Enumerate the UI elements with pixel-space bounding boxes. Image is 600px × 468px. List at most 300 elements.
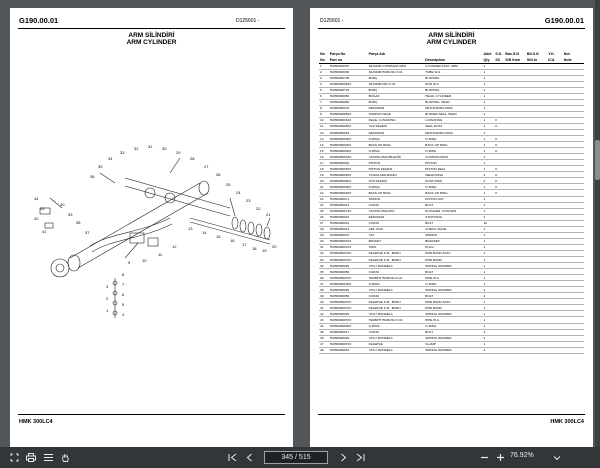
table-cell: H2050090030X [329,148,368,154]
callout-label: 36 [90,174,95,179]
table-cell: CIVATA [368,202,425,208]
table-cell: H2050090030X [329,323,368,329]
callout-label: 23 [246,198,251,203]
table-cell: 1 [482,81,494,87]
table-cell: O-RİNG [368,136,425,142]
table-cell: BUSHING, HEAD [424,99,482,105]
callout-label: 6 [122,292,125,297]
callout-label: 5 [122,302,125,307]
table-cell: DESOMAN [368,214,425,220]
callout-label: 34 [108,156,113,161]
next-page-icon[interactable] [337,452,349,463]
callout-label: 8 [122,272,125,277]
table-cell: SPRING WASHER [424,347,482,353]
callout-label: 24 [236,190,241,195]
table-cell: BACK-UP RING [368,142,425,148]
table-cell: K [494,148,504,154]
table-cell: 45 [319,329,329,335]
table-cell: H2050200307 [329,63,368,69]
callout-label: 9 [128,260,131,265]
table-cell: CYLINDER ASSY, ARM [424,63,482,69]
doc-number: D125601 - [320,18,344,24]
table-cell: SEAL DUST [424,123,482,129]
table-cell: H2050090070X [329,257,368,263]
table-cell: 37 [319,281,329,287]
table-cell: SPRING WASHER [424,263,482,269]
table-cell: H2050090031 [329,220,368,226]
table-cell: 1 [482,244,494,250]
col-header: S/N from [504,57,526,63]
table-cell: KELEPÇE K.M., BORU [368,299,425,305]
table-cell: YAYLI RONDELA [368,347,425,353]
table-cell: 22 [319,190,329,196]
table-cell: 1 [482,136,494,142]
table-cell: 15 [319,148,329,154]
table-cell: H2050090052X [329,166,368,172]
table-cell: DUST RING [424,178,482,184]
table-cell: SPRING WASHER [424,311,482,317]
table-cell [563,347,584,353]
table-cell: 10 [319,117,329,123]
table-cell: BOLT [424,293,482,299]
table-cell: 4 [482,335,494,341]
table-cell: H2050090030X [329,184,368,190]
table-cell: 1 [482,323,494,329]
table-cell: TOZ KEÇESİ [368,123,425,129]
table-cell: H2050090070X [329,317,368,323]
hand-tool-icon[interactable] [59,452,71,463]
table-cell: BUSHING [424,87,482,93]
title-turkish: ARM SİLİNDİRİ [128,32,175,39]
table-row [319,347,584,353]
table-cell: 1 [482,232,494,238]
table-cell: 7 [319,99,329,105]
callout-label: 28 [190,156,195,161]
callout-label: 43 [40,206,45,211]
table-cell: 1 [319,63,329,69]
table-cell: HEAD, CYLINDER [424,93,482,99]
table-cell: H2050090070X [329,275,368,281]
table-cell: 1 [482,93,494,99]
table-cell: H2050090030X [329,190,368,196]
footer-model: HMK 300LC4 [19,419,53,425]
table-cell: PIPE BAND ASSY [424,299,482,305]
previous-page-icon[interactable] [243,452,255,463]
table-cell: 6 [319,93,329,99]
table-cell: SİLİNDİR MİLİ K.M. [368,81,425,87]
table-cell [547,347,562,353]
table-cell: 12 [319,130,329,136]
table-cell: TOZ KEÇESİ [368,178,425,184]
chevron-down-icon[interactable] [552,452,562,463]
table-cell: H2050000030 [329,69,368,75]
col-header: Description [424,57,482,63]
callout-label: 32 [134,146,139,151]
col-header: Adet [483,52,492,56]
table-cell: K [494,190,504,196]
table-cell: SOMUN [368,196,425,202]
table-cell: 1 [482,63,494,69]
table-cell: H2050090070X [329,299,368,305]
table-cell: H2050090020 [329,311,368,317]
table-cell: 5 [319,87,329,93]
table-cell: H2050090050 [329,99,368,105]
table-cell: H2050090050X [329,123,368,129]
table-cell: BOLT [424,220,482,226]
col-header: Not [563,52,570,56]
table-cell: 46 [319,335,329,341]
table-cell: 38 [319,287,329,293]
table-cell: SPRING WASHER [424,335,482,341]
header-rule [318,28,585,29]
table-cell: RETHAINING RING [424,130,482,136]
table-cell: O-RİNG [368,323,425,329]
scrollbar-thumb[interactable] [595,140,600,180]
table-cell: TESBİHT BORUSU K.M. [368,317,425,323]
table-cell: 1 [482,130,494,136]
table-cell: 1 [482,111,494,117]
table-cell: ÇEK VALF [368,226,425,232]
table-cell: SİLİNDİR KOMPLESİ ARM [368,63,425,69]
table-cell: CIVATA [368,293,425,299]
table-cell: 1 [482,75,494,81]
callout-label: 1 [106,308,109,313]
table-cell: 17 [319,160,329,166]
table-cell: PİSTON KEÇESİ [368,166,425,172]
table-cell: 47 [319,341,329,347]
table-cell: YAYLI RONDELA [368,287,425,293]
table-cell: O-RİNG [368,148,425,154]
table-cell: 41 [319,305,329,311]
table-cell: 9 [319,111,329,117]
callout-label: 7 [122,282,125,287]
table-cell: H2050090050 [329,293,368,299]
current-page: 345 [281,454,294,461]
table-cell: 4 [319,81,329,87]
table-cell: K [494,184,504,190]
table-cell: H2050090022 [329,214,368,220]
page-code: G190.00.01 [544,16,584,25]
table-cell: YATAKLAMA BANDI [368,172,425,178]
table-cell: H2050090030X [329,136,368,142]
table-cell: K [494,166,504,172]
table-cell: BOLT [424,202,482,208]
table-cell: KELEPÇE [368,341,425,347]
table-cell: H2050090050X [329,178,368,184]
table-cell: PISTON NUT [424,196,482,202]
table-cell: CHECK VALVE [424,226,482,232]
table-cell: 1 [482,269,494,275]
table-cell: 44 [319,323,329,329]
table-cell: H2050090050X [329,172,368,178]
table-cell: H2050090070X [329,250,368,256]
table-cell: 28 [319,226,329,232]
parts-table-body [319,63,584,353]
table-cell: 27 [319,220,329,226]
callout-label: 22 [256,206,261,211]
page-code: G190.00.01 [19,16,59,25]
table-cell: 1 [482,123,494,129]
table-cell: BURÇ [368,87,425,93]
table-cell: BOĞAZ [368,93,425,99]
table-cell: ROD W.A. [424,81,482,87]
table-cell: KEÇE, U-PACKING [368,117,425,123]
table-cell: YAY [368,232,425,238]
table-cell: H2050090020 [329,263,368,269]
table-cell: H2050090070 [329,105,368,111]
callout-label: 39 [68,212,73,217]
table-cell: PISTON SEAL [424,166,482,172]
table-cell: O-RING [424,148,482,154]
table-cell: H2050090034X [329,117,368,123]
table-cell: YASTIKLAMA MİLİ [368,208,425,214]
callout-label: 25 [226,182,231,187]
callout-label: 2 [106,296,109,301]
zoom-out-icon[interactable] [478,452,490,463]
table-cell: H2050090723 [329,87,368,93]
table-cell: 1 [482,257,494,263]
table-cell: 1 [482,208,494,214]
table-cell: 23 [319,196,329,202]
callout-label: 13 [188,226,193,231]
table-cell: H2050090050 [329,93,368,99]
table-cell: PIPE BAND ASSY [424,250,482,256]
table-cell: 1 [482,238,494,244]
footer-rule [318,414,585,415]
table-cell: 1 [482,69,494,75]
title-english: ARM CYLINDER [126,39,177,46]
table-cell: 35 [319,269,329,275]
exploded-view-drawing [30,138,280,328]
table-cell: KELEPÇE K.M., BORU [368,257,425,263]
table-cell: 4 [482,287,494,293]
table-cell: H2050090034X [329,154,368,160]
title-english: ARM CYLINDER [426,39,477,46]
table-cell: SPRING WASHER [424,287,482,293]
zoom-in-icon[interactable] [494,452,506,463]
table-cell: H2050090020 [329,335,368,341]
table-cell: H2050090050 [329,269,368,275]
table-cell: 1 [482,166,494,172]
table-cell: 16 [482,220,494,226]
table-cell: 26 [319,214,329,220]
table-cell: PLUNGER, CUSHION [424,208,482,214]
table-cell: 2 [482,178,494,184]
table-cell: 1 [482,154,494,160]
table-cell: TAPA [368,244,425,250]
table-cell: H2050090070X [329,341,368,347]
callout-label: 42 [34,216,39,221]
table-cell: SİLİNDİR BORUSU K.M. [368,69,425,75]
table-cell [526,347,547,353]
table-cell: KELEPÇE K.M., BORU [368,250,425,256]
table-cell: H2050090040 [329,160,368,166]
table-cell: 2 [482,172,494,178]
table-cell: 1 [482,311,494,317]
table-cell: 1 [482,196,494,202]
table-cell: BUSHING [424,75,482,81]
print-icon[interactable] [25,452,37,463]
table-cell: 1 [482,148,494,154]
col-header: Bas.S.N [505,52,519,56]
table-cell: 32 [319,250,329,256]
table-cell: YAYLI RONDELA [368,263,425,269]
vertical-scrollbar[interactable] [595,0,600,447]
callout-label: 31 [148,144,153,149]
callout-label: 38 [76,220,81,225]
col-header: S/N to [526,57,547,63]
callout-label: 4 [122,312,125,317]
table-cell: TUBE W.A. [424,69,482,75]
table-cell: K [494,142,504,148]
callout-label: 16 [230,238,235,243]
callout-label: 29 [176,150,181,155]
table-cell: 21 [319,184,329,190]
col-header: No [320,52,325,56]
total-pages: / 515 [295,454,311,461]
table-cell: KELEPÇE K.M., BORU [368,305,425,311]
col-header: Parça No [329,52,346,56]
table-cell: 1 [482,184,494,190]
table-cell: 1 [482,281,494,287]
table-cell: H2050090054 [329,130,368,136]
table-cell: CIVATA [368,220,425,226]
table-cell: 1 [482,214,494,220]
zoom-level[interactable]: 76.92% [510,452,534,459]
table-cell: H2050090013 [329,202,368,208]
table-cell: RETHAINING RING [424,105,482,111]
col-header: Qty [482,57,494,63]
table-cell: CLAMP [424,341,482,347]
col-header: Y.K. [548,52,555,56]
table-cell: 1 [482,202,494,208]
table-cell: H2050090020 [329,287,368,293]
callout-label: 30 [162,146,167,151]
table-cell: BACK-UP RING [368,190,425,196]
table-cell: K [494,178,504,184]
table-cell: CUSHION RING [424,154,482,160]
table-cell: TESBİHT BORUSU K.M. [368,275,425,281]
table-cell: PLUG [424,244,482,250]
callout-label: 19 [262,248,267,253]
table-cell: 4 [482,347,494,353]
col-header: SC [494,57,504,63]
callout-label: 35 [98,164,103,169]
table-cell: 1 [482,263,494,269]
table-cell: H2050090013 [329,226,368,232]
callout-label: 26 [216,172,221,177]
parts-table [319,51,584,354]
table-cell: O-RING [424,281,482,287]
table-cell: O-RİNG [368,184,425,190]
table-cell: 33 [319,257,329,263]
table-cell: BRAKET [368,238,425,244]
table-cell: 43 [319,317,329,323]
table-cell: 1 [482,305,494,311]
table-cell: 11 [319,123,329,129]
table-cell: 1 [482,317,494,323]
callout-label: 15 [216,234,221,239]
first-page-icon[interactable] [226,452,238,463]
callout-label: 37 [85,230,90,235]
table-cell: K [494,123,504,129]
table-cell: DESOMAN [368,105,425,111]
table-cell: 1 [482,226,494,232]
callout-label: 3 [106,284,109,289]
table-cell: O-RING [424,136,482,142]
callout-label: 20 [272,244,277,249]
col-header: Bit.S.N [526,52,539,56]
table-cell: H2050090030X [329,281,368,287]
table-cell: 18 [319,166,329,172]
callout-label: 21 [266,212,271,217]
table-cell: H2050090070 [329,232,368,238]
callout-label: 14 [202,230,207,235]
callout-label: 41 [42,229,47,234]
table-cell: YAYLI RONDELA [368,311,425,317]
table-cell: H2050090070X [329,244,368,250]
table-cell: O-RİNG [368,281,425,287]
expand-icon[interactable] [8,452,20,463]
table-cell: O-RING [424,323,482,329]
table-cell: 25 [319,208,329,214]
table-cell: 19 [319,172,329,178]
table-cell: K [494,117,504,123]
callout-label: 12 [172,244,177,249]
table-cell: BUFFER SEAL, HEAD [424,111,482,117]
col-header: Note [563,57,584,63]
table-cell: 1 [482,250,494,256]
footer-rule [18,414,285,415]
table-cell [504,347,526,353]
table-cell: BURÇ [368,99,425,105]
table-cell: BURÇ [368,75,425,81]
table-cell: 1 [482,275,494,281]
table-cell: 36 [319,275,329,281]
table-cell: PIPE BAND [424,257,482,263]
table-cell: 1 [482,190,494,196]
table-cell: YASTIKLAMA BİLEZİĞİ [368,154,425,160]
callout-label: 17 [242,242,247,247]
table-cell: U-PACKING [424,117,482,123]
callout-label: 27 [204,164,209,169]
table-cell: BOLT [424,269,482,275]
callout-label: 44 [34,196,39,201]
table-cell: 30 [319,238,329,244]
table-cell: 4 [482,293,494,299]
table-cell: H2050090019 [329,347,368,353]
page-number-input[interactable] [264,451,328,464]
table-cell: CIVATA [368,329,425,335]
table-cell: 1 [482,299,494,305]
table-cell: H2050090017 [329,329,368,335]
table-cell: PİSTON [368,160,425,166]
table-cell: 42 [319,311,329,317]
table-cell: 4 [482,329,494,335]
table-cell: 1 [482,341,494,347]
table-cell: 16 [319,154,329,160]
table-cell: 40 [319,299,329,305]
col-header: Parça Adı [368,52,386,56]
footer-model: HMK 300LC4 [550,419,584,425]
table-cell: 1 [482,117,494,123]
table-cell: H2050090050X [329,111,368,117]
table-cell: SPRING [424,232,482,238]
list-view-icon[interactable] [42,452,54,463]
table-cell: 1 [482,142,494,148]
last-page-icon[interactable] [354,452,366,463]
table-cell [494,347,504,353]
